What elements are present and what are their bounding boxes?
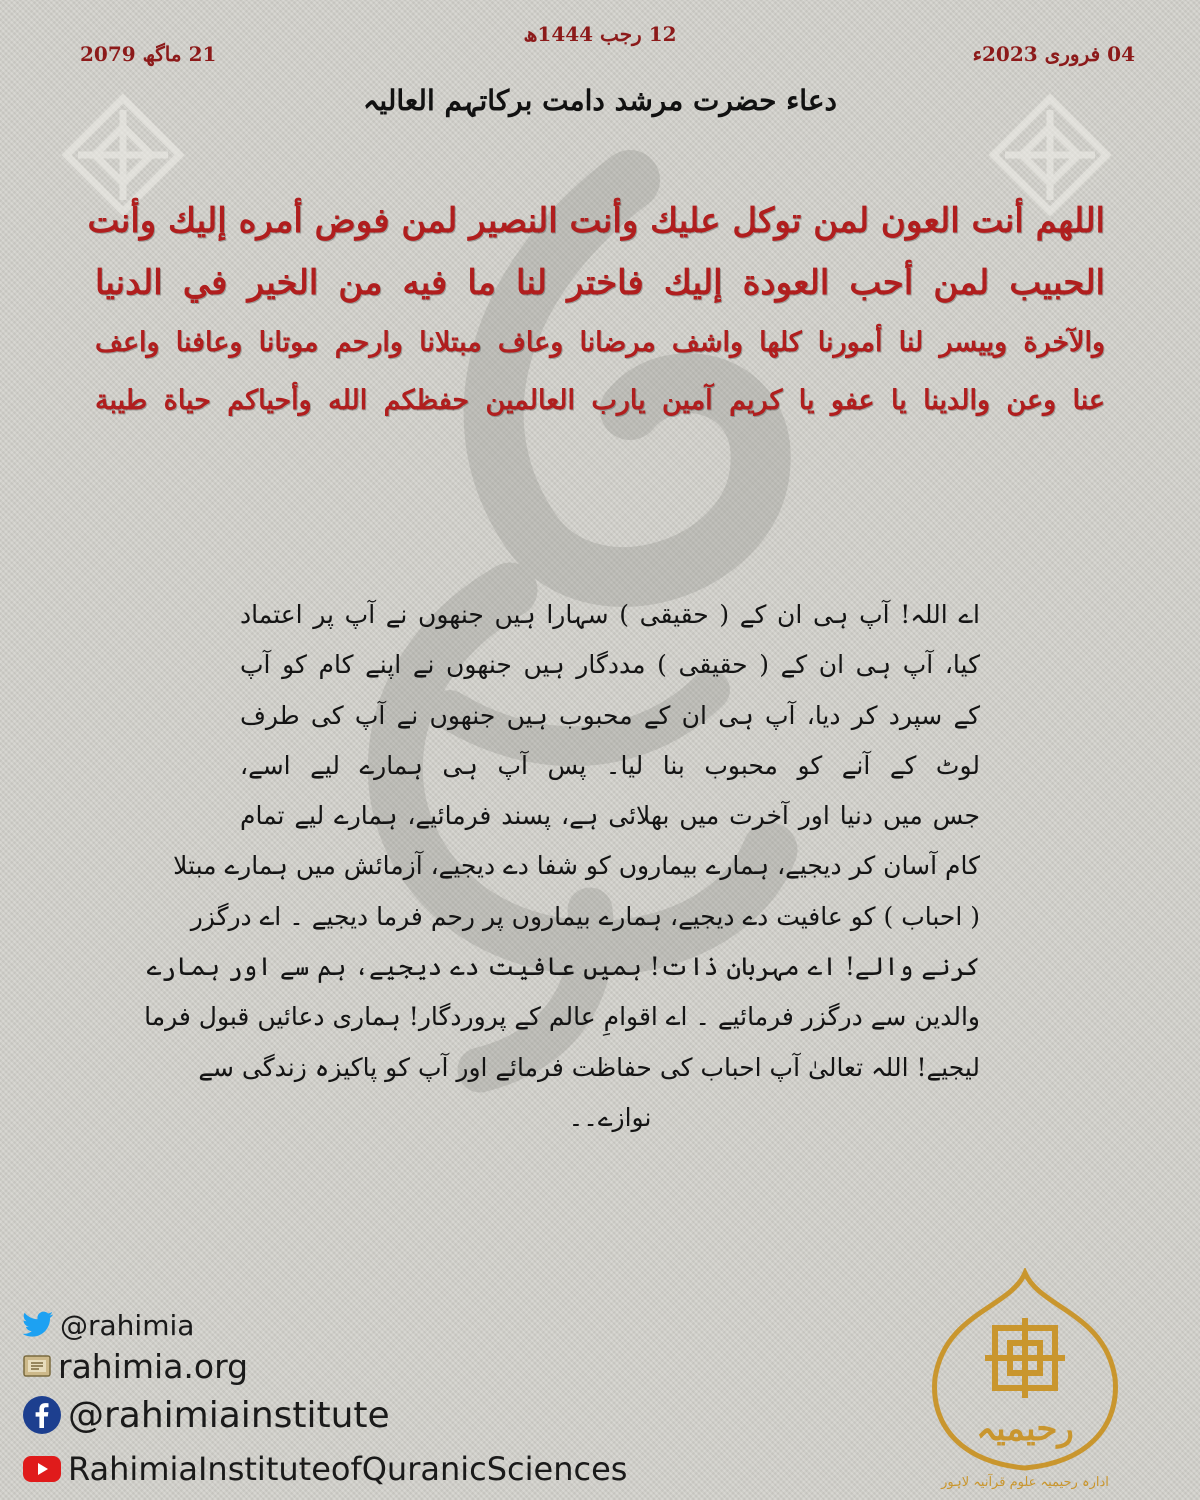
twitter-link[interactable]	[22, 1305, 627, 1345]
urdu-line: اے اللہ! آپ ہی ان کے ( حقیقی ) سہارا ہیں جنھوں نے آپ پر اعتماد	[240, 600, 980, 629]
arabic-line: الحبيب لمن أحب العودة إليك فاختر لنا ما فيه من الخير في الدنيا	[95, 263, 1105, 303]
social-links	[22, 1305, 627, 1495]
youtube-channel: RahimiaInstituteofQuranicSciences	[68, 1450, 628, 1488]
twitter-icon	[22, 1311, 54, 1339]
urdu-line: جس میں دنیا اور آخرت میں بھلائی ہے، پسند فرمائیے، ہمارے لیے تمام	[240, 801, 980, 831]
logo-tagline: ادارہ رحیمیہ علوم قرآنیہ لاہور	[941, 1475, 1109, 1490]
urdu-line: لوٹ کے آنے کو محبوب بنا لیا۔ پس آپ ہی ہمارے لیے اسے،	[240, 750, 980, 780]
youtube-icon	[22, 1454, 62, 1484]
facebook-link[interactable]	[22, 1387, 627, 1443]
arabic-line: والآخرة وييسر لنا أمورنا كلها واشف مرضانا وعاف مبتلانا وارحم موتانا وعافنا واعف	[95, 327, 1105, 358]
urdu-line: والدین سے درگزر فرمائیے ۔ اے اقوامِ عالم کے پروردگار! ہماری دعائیں قبول فرما	[144, 1002, 980, 1032]
youtube-link[interactable]	[22, 1443, 627, 1495]
page-title: دعاء حضرت مرشد دامت برکاتہم العالیہ	[362, 84, 838, 117]
website-link[interactable]	[22, 1345, 627, 1387]
arabic-line: اللهم أنت العون لمن توكل عليك وأنت النصير لمن فوض أمره إليك وأنت	[87, 201, 1105, 241]
facebook-handle: @rahimiainstitute	[68, 1394, 390, 1436]
urdu-line: کیا، آپ ہی ان کے ( حقیقی ) مددگار ہیں جنھوں نے اپنے کام کو آپ	[240, 650, 980, 680]
urdu-line: ( احباب ) کو عافیت دے دیجیے، ہمارے بیماروں پر رحم فرما دیجیے ۔ اے درگزر	[190, 901, 980, 931]
rahimia-logo	[915, 1268, 1135, 1498]
gregorian-date: 04 فروری 2023ء	[972, 42, 1135, 66]
web-icon	[22, 1353, 52, 1379]
facebook-icon	[22, 1395, 62, 1435]
urdu-line: کے سپرد کر دیا، آپ ہی ان کے محبوب ہیں جنھوں نے آپ کی طرف	[240, 700, 980, 730]
urdu-line: لیجیے! اللہ تعالیٰ آپ احباب کی حفاظت فرمائے اور آپ کو پاکیزہ زندگی سے	[198, 1052, 980, 1082]
urdu-line: کرنے والے! اے مہربان ذات! ہمیں عافیت دے دیجیے، ہم سے اور ہمارے	[146, 952, 980, 982]
urdu-line: کام آسان کر دیجیے، ہمارے بیماروں کو شفا دے دیجیے، آزمائش میں ہمارے مبتلا	[173, 851, 980, 881]
arabic-line: عنا وعن والدينا يا عفو يا كريم آمين يارب العالمين حفظكم الله وأحياكم حياة طيبة	[95, 385, 1105, 416]
hijri-date: 12 رجب 1444ھ	[523, 22, 677, 46]
twitter-handle: @rahimia	[60, 1308, 195, 1342]
logo-name: رحیمیہ	[976, 1409, 1074, 1449]
urdu-line: نوازے۔۔	[568, 1102, 652, 1132]
bikrami-date: 21 ماگھ 2079	[80, 42, 217, 66]
date-bar	[75, 42, 1135, 72]
urdu-translation	[144, 590, 980, 1143]
arabic-dua	[87, 190, 1105, 430]
website-url: rahimia.org	[58, 1346, 249, 1386]
